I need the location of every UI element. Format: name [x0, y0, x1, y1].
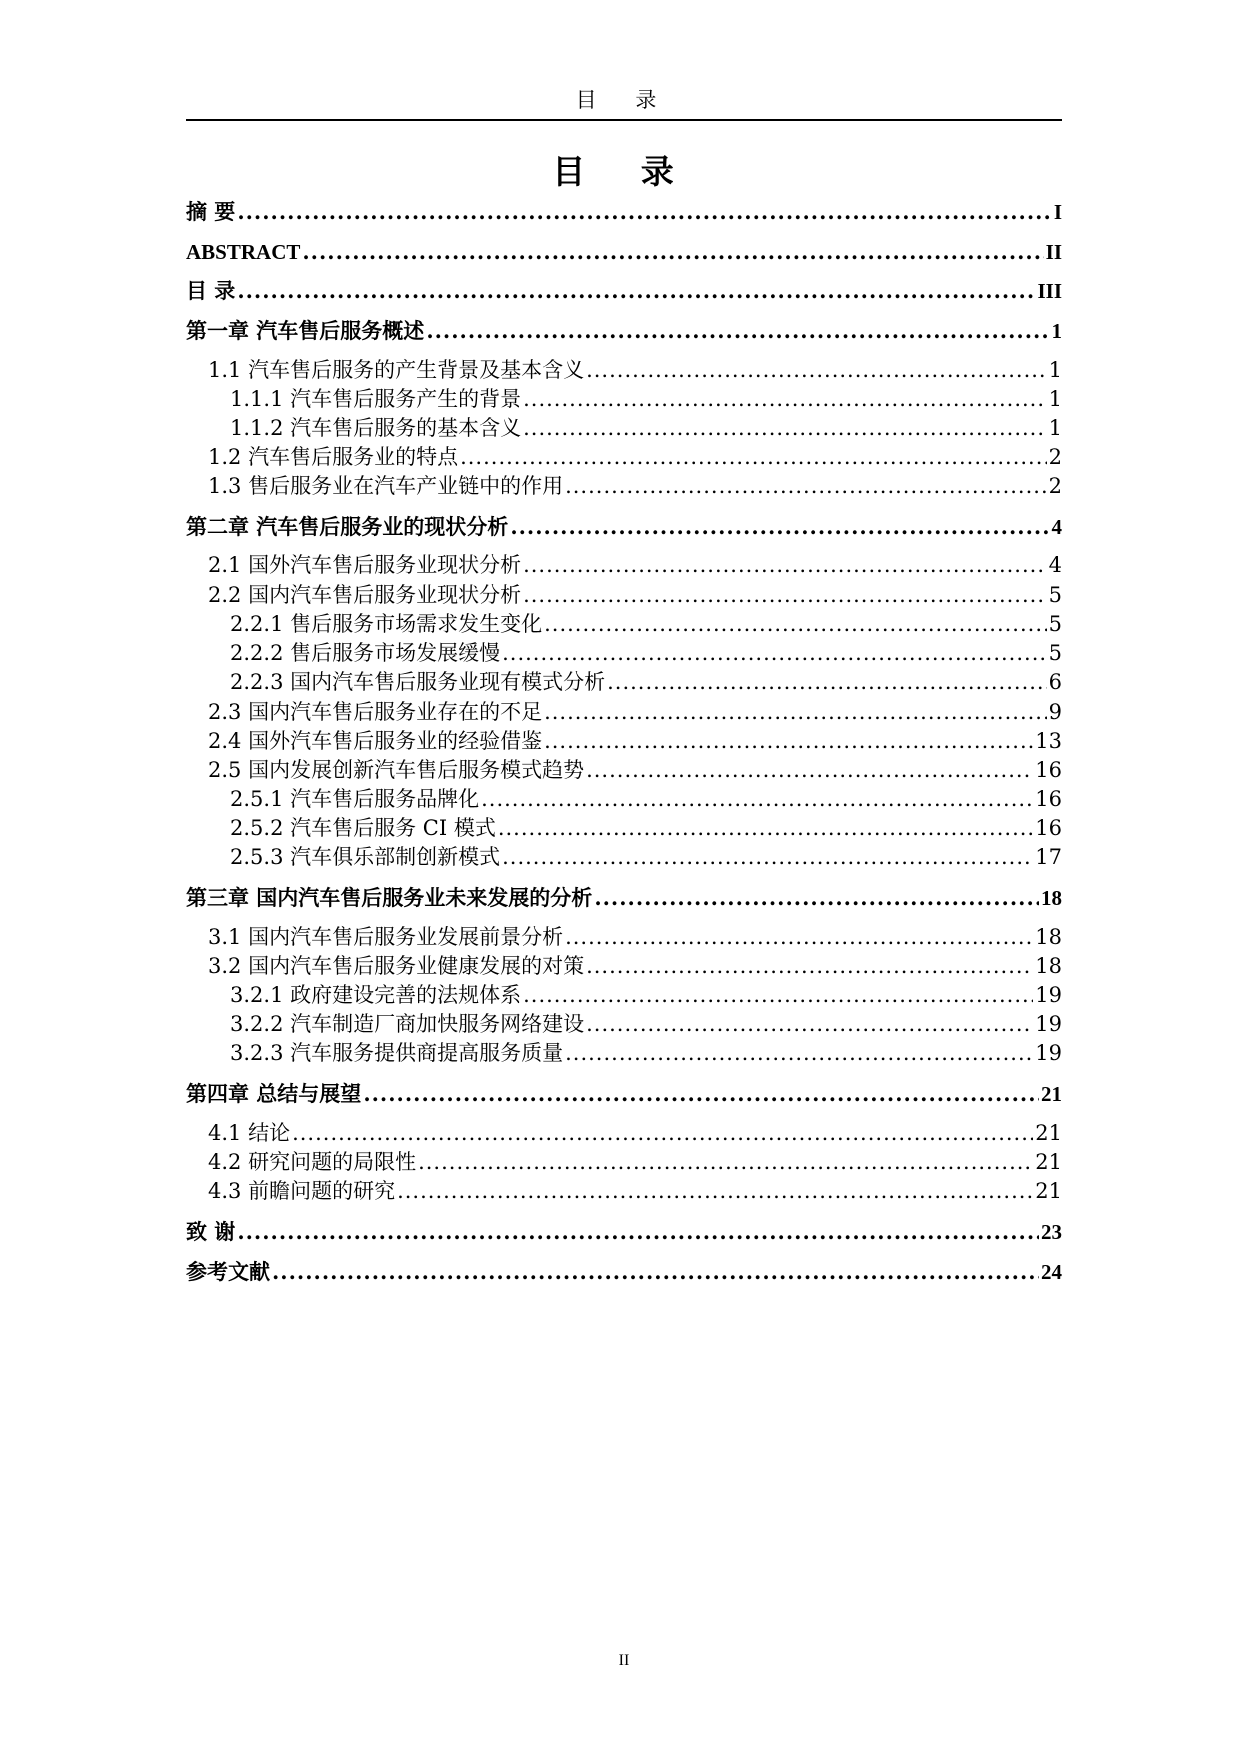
toc-section-entry[interactable]: [186, 726, 1062, 756]
toc-entry-label: 第四章 总结与展望: [186, 1082, 362, 1106]
toc-entry-page: 21: [1035, 1121, 1062, 1145]
toc-section-entry[interactable]: [186, 355, 1062, 385]
toc-entry-label: 2.2 国内汽车售后服务业现状分析: [208, 583, 522, 607]
toc-entry-page: 24: [1041, 1260, 1062, 1284]
dot-leader: [237, 196, 1052, 228]
dot-leader: [523, 980, 1033, 1010]
toc-chapter-entry[interactable]: [186, 1256, 1062, 1288]
dot-leader: [237, 1216, 1039, 1248]
page-title: 目 录: [552, 152, 696, 191]
toc-subsection-entry[interactable]: [186, 842, 1062, 872]
toc-subsection-entry[interactable]: [186, 1038, 1062, 1068]
toc-entry-page: 19: [1035, 1041, 1062, 1065]
toc-entry-page: 5: [1048, 641, 1062, 665]
dot-leader: [565, 471, 1047, 501]
dot-leader: [565, 922, 1033, 952]
toc-entry-label: 第二章 汽车售后服务业的现状分析: [186, 515, 509, 539]
toc-subsection-entry[interactable]: [186, 1009, 1062, 1039]
toc-entry-label: 目 录: [186, 279, 236, 303]
toc-entry-page: 5: [1048, 583, 1062, 607]
dot-leader: [418, 1147, 1033, 1177]
toc-entry-page: 4: [1051, 515, 1062, 539]
toc-section-entry[interactable]: [186, 755, 1062, 785]
toc-entry-page: 18: [1041, 886, 1062, 910]
toc-subsection-entry[interactable]: [186, 413, 1062, 443]
dot-leader: [523, 413, 1047, 443]
toc-entry-page: 18: [1035, 925, 1062, 949]
toc-entry-page: 1: [1048, 387, 1062, 411]
toc-entry-page: 13: [1035, 729, 1062, 753]
toc-subsection-entry[interactable]: [186, 609, 1062, 639]
toc-chapter-entry[interactable]: [186, 236, 1062, 268]
toc-entry-label: 1.1.2 汽车售后服务的基本含义: [230, 416, 522, 440]
toc-subsection-entry[interactable]: [186, 638, 1062, 668]
toc-section-entry[interactable]: [186, 922, 1062, 952]
dot-leader: [523, 550, 1047, 580]
dot-leader: [502, 638, 1047, 668]
dot-leader: [481, 784, 1033, 814]
toc-section-entry[interactable]: [186, 1176, 1062, 1206]
dot-leader: [523, 384, 1047, 414]
toc-chapter-entry[interactable]: [186, 1078, 1062, 1110]
toc-section-entry[interactable]: [186, 1118, 1062, 1148]
toc-entry-label: 2.2.1 售后服务市场需求发生变化: [230, 612, 543, 636]
toc-section-entry[interactable]: [186, 471, 1062, 501]
toc-entry-label: 2.2.2 售后服务市场发展缓慢: [230, 641, 501, 665]
toc-entry-label: 3.2.3 汽车服务提供商提高服务质量: [230, 1041, 564, 1065]
toc-entry-label: 3.1 国内汽车售后服务业发展前景分析: [208, 925, 564, 949]
toc-entry-label: 第一章 汽车售后服务概述: [186, 319, 425, 343]
toc-entry-label: ABSTRACT: [186, 240, 301, 264]
toc-entry-label: 4.3 前瞻问题的研究: [208, 1179, 396, 1203]
dot-leader: [460, 442, 1047, 472]
dot-leader: [237, 275, 1035, 307]
toc-entry-label: 致 谢: [186, 1220, 236, 1244]
toc-entry-label: 3.2 国内汽车售后服务业健康发展的对策: [208, 954, 585, 978]
toc-section-entry[interactable]: [186, 697, 1062, 727]
toc-entry-page: 19: [1035, 1012, 1062, 1036]
dot-leader: [565, 1038, 1033, 1068]
dot-leader: [292, 1118, 1033, 1148]
dot-leader: [586, 355, 1047, 385]
toc-chapter-entry[interactable]: [186, 511, 1062, 543]
toc-entry-label: 2.5.1 汽车售后服务品牌化: [230, 787, 480, 811]
toc-entry-label: 1.3 售后服务业在汽车产业链中的作用: [208, 474, 564, 498]
toc-subsection-entry[interactable]: [186, 384, 1062, 414]
toc-entry-page: 21: [1035, 1179, 1062, 1203]
toc-chapter-entry[interactable]: [186, 275, 1062, 307]
toc-entry-page: 23: [1041, 1220, 1062, 1244]
dot-leader: [594, 882, 1039, 914]
toc-entry-label: 第三章 国内汽车售后服务业未来发展的分析: [186, 886, 593, 910]
toc-entry-page: 5: [1048, 612, 1062, 636]
toc-entry-page: 21: [1041, 1082, 1062, 1106]
header-rule: [186, 119, 1062, 121]
toc-entry-label: 1.1.1 汽车售后服务产生的背景: [230, 387, 522, 411]
toc-entry-label: 1.2 汽车售后服务业的特点: [208, 445, 459, 469]
toc-entry-page: 2: [1048, 474, 1062, 498]
dot-leader: [272, 1256, 1039, 1288]
toc-entry-label: 3.2.2 汽车制造厂商加快服务网络建设: [230, 1012, 585, 1036]
dot-leader: [397, 1176, 1033, 1206]
dot-leader: [498, 813, 1033, 843]
toc-chapter-entry[interactable]: [186, 882, 1062, 914]
toc-entry-page: III: [1037, 279, 1062, 303]
toc-entry-page: 4: [1048, 553, 1062, 577]
dot-leader: [302, 236, 1043, 268]
toc-entry-page: 18: [1035, 954, 1062, 978]
toc-entry-page: 1: [1051, 319, 1062, 343]
toc-entry-page: II: [1045, 240, 1062, 264]
dot-leader: [426, 315, 1049, 347]
toc-entry-page: 17: [1035, 845, 1062, 869]
toc-entry-label: 2.1 国外汽车售后服务业现状分析: [208, 553, 522, 577]
toc-entry-label: 1.1 汽车售后服务的产生背景及基本含义: [208, 358, 585, 382]
toc-entry-page: 1: [1048, 358, 1062, 382]
toc-subsection-entry[interactable]: [186, 784, 1062, 814]
dot-leader: [544, 609, 1047, 639]
toc-entry-page: 9: [1048, 700, 1062, 724]
toc-chapter-entry[interactable]: [186, 1216, 1062, 1248]
toc-section-entry[interactable]: [186, 951, 1062, 981]
page-number: II: [618, 1652, 630, 1669]
toc-entry-label: 2.5 国内发展创新汽车售后服务模式趋势: [208, 758, 585, 782]
toc-section-entry[interactable]: [186, 550, 1062, 580]
toc-chapter-entry[interactable]: [186, 315, 1062, 347]
running-header: 目 录: [575, 88, 673, 112]
toc-section-entry[interactable]: [186, 442, 1062, 472]
toc-entry-label: 4.1 结论: [208, 1121, 291, 1145]
toc-entry-label: 摘 要: [186, 200, 236, 224]
toc-entry-label: 3.2.1 政府建设完善的法规体系: [230, 983, 522, 1007]
dot-leader: [502, 842, 1033, 872]
toc-entry-label: 2.3 国内汽车售后服务业存在的不足: [208, 700, 543, 724]
toc-subsection-entry[interactable]: [186, 813, 1062, 843]
dot-leader: [586, 1009, 1033, 1039]
dot-leader: [510, 511, 1049, 543]
toc-section-entry[interactable]: [186, 1147, 1062, 1177]
toc-subsection-entry[interactable]: [186, 667, 1062, 697]
toc-chapter-entry[interactable]: [186, 196, 1062, 228]
toc-entry-page: 1: [1048, 416, 1062, 440]
dot-leader: [544, 726, 1033, 756]
toc-entry-page: 16: [1035, 758, 1062, 782]
toc-entry-label: 参考文献: [186, 1260, 270, 1284]
toc-subsection-entry[interactable]: [186, 980, 1062, 1010]
toc-entry-page: 21: [1035, 1150, 1062, 1174]
toc-section-entry[interactable]: [186, 580, 1062, 610]
toc-entry-page: 16: [1035, 816, 1062, 840]
toc-entry-label: 2.5.3 汽车俱乐部制创新模式: [230, 845, 501, 869]
dot-leader: [544, 697, 1047, 727]
dot-leader: [363, 1078, 1039, 1110]
dot-leader: [607, 667, 1047, 697]
toc-entry-page: 6: [1048, 670, 1062, 694]
toc-entry-page: 2: [1048, 445, 1062, 469]
toc-entry-label: 2.2.3 国内汽车售后服务业现有模式分析: [230, 670, 606, 694]
dot-leader: [586, 951, 1033, 981]
dot-leader: [586, 755, 1033, 785]
toc-entry-label: 4.2 研究问题的局限性: [208, 1150, 417, 1174]
toc-entry-page: I: [1053, 200, 1062, 224]
toc-entry-page: 16: [1035, 787, 1062, 811]
dot-leader: [523, 580, 1047, 610]
toc-entry-label: 2.4 国外汽车售后服务业的经验借鉴: [208, 729, 543, 753]
toc-entry-label: 2.5.2 汽车售后服务 CI 模式: [230, 816, 496, 840]
toc-entry-page: 19: [1035, 983, 1062, 1007]
